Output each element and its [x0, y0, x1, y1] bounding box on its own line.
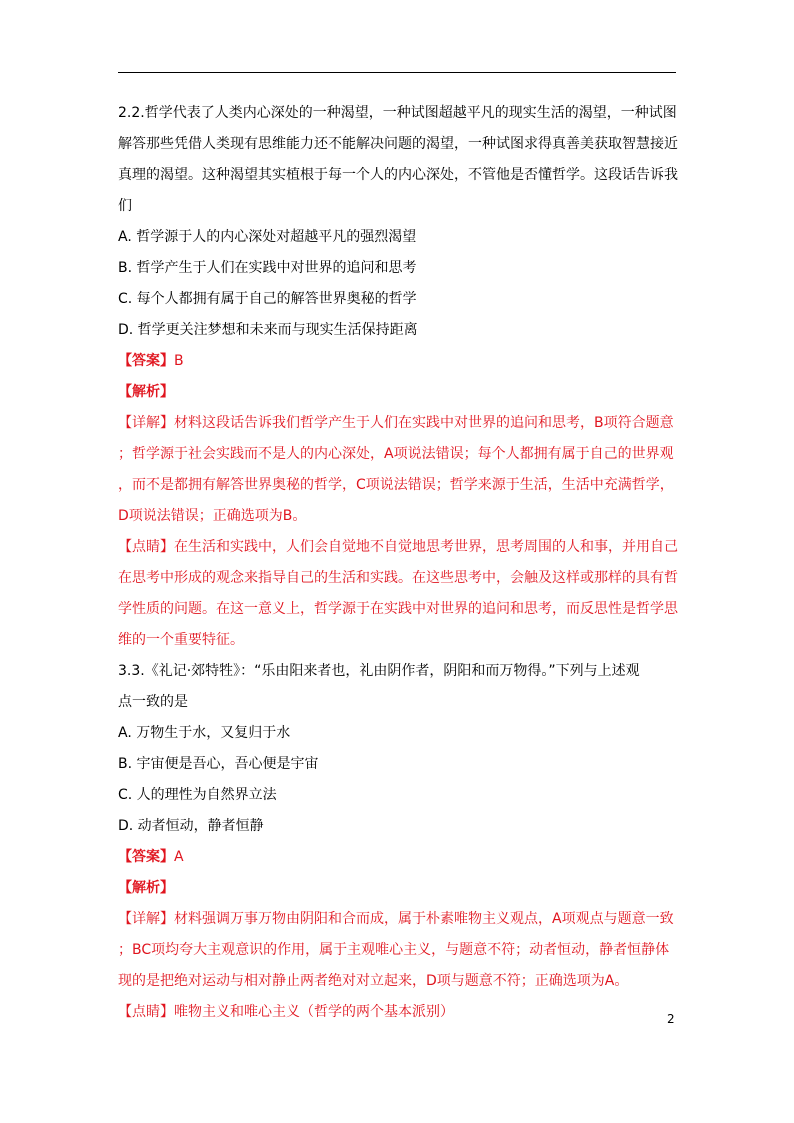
detail-line: ；哲学源于社会实践而不是人的内心深处，A项说法错误；每个人都拥有属于自己的世界观: [118, 446, 674, 462]
page-content: [118, 98, 678, 1028]
option-c: C. 人的理性为自然界立法: [118, 787, 277, 803]
option-c: C. 每个人都拥有属于自己的解答世界奥秘的哲学: [118, 291, 417, 307]
option-d: D. 动者恒动，静者恒静: [118, 818, 264, 834]
question-3: [118, 656, 678, 1028]
question-2: [118, 98, 678, 656]
answer-line: [118, 842, 678, 873]
option-b: B. 宇宙便是吾心，吾心便是宇宙: [118, 756, 319, 772]
comment-line: 学性质的问题。在这一意义上，哲学源于在实践中对世界的追问和思考，而反思性是哲学思: [118, 601, 678, 617]
answer-label: 【答案】: [118, 353, 174, 369]
comment-line: 【点睛】在生活和实践中，人们会自觉地不自觉地思考世界，思考周围的人和事，并用自己: [118, 539, 678, 555]
detail-line: D项说法错误；正确选项为B。: [118, 508, 307, 524]
option-d: D. 哲学更关注梦想和未来而与现实生活保持距离: [118, 322, 418, 338]
header-rule: [118, 72, 676, 73]
analysis-label: 【解析】: [118, 384, 174, 400]
question-stem-line: 2.2.哲学代表了人类内心深处的一种渴望，一种试图超越平凡的现实生活的渴望，一种试图: [118, 105, 677, 121]
detail-line: ，而不是都拥有解答世界奥秘的哲学，C项说法错误；哲学来源于生活，生活中充满哲学，: [118, 477, 674, 493]
page-number: 2: [667, 1012, 675, 1026]
answer-value: B: [174, 353, 184, 369]
detail-line: 【详解】材料强调万事万物由阴阳和合而成，属于朴素唯物主义观点，A项观点与题意一致: [118, 911, 674, 927]
question-stem-line: 真理的渴望。这种渴望其实植根于每一个人的内心深处，不管他是否懂哲学。这段话告诉我: [118, 167, 678, 183]
option-a: A. 哲学源于人的内心深处对超越平凡的强烈渴望: [118, 229, 417, 245]
option-b: B. 哲学产生于人们在实践中对世界的追问和思考: [118, 260, 417, 276]
question-stem-line: 解答那些凭借人类现有思维能力还不能解决问题的渴望，一种试图求得真善美获取智慧接近: [118, 136, 678, 152]
comment-line: 维的一个重要特征。: [118, 632, 244, 648]
detail-line: 【详解】材料这段话告诉我们哲学产生于人们在实践中对世界的追问和思考，B项符合题意: [118, 415, 674, 431]
answer-value: A: [174, 849, 184, 865]
detail-line: ；BC项均夸大主观意识的作用，属于主观唯心主义，与题意不符；动者恒动，静者恒静体: [118, 942, 670, 958]
comment-line: 【点睛】唯物主义和唯心主义（哲学的两个基本派别）: [118, 1004, 454, 1020]
analysis-label: 【解析】: [118, 880, 174, 896]
detail-line: 现的是把绝对运动与相对静止两者绝对对立起来，D项与题意不符；正确选项为A。: [118, 973, 629, 989]
comment-line: 在思考中形成的观念来指导自己的生活和实践。在这些思考中，会触及这样或那样的具有哲: [118, 570, 678, 586]
option-a: A. 万物生于水，又复归于水: [118, 725, 291, 741]
answer-line: [118, 346, 678, 377]
question-stem-line: 点一致的是: [118, 694, 188, 710]
question-stem-line: 们: [118, 198, 132, 214]
question-stem-line: 3.3.《礼记·郊特牲》：“乐由阳来者也，礼由阴作者，阴阳和而万物得。”下列与上述观: [118, 663, 640, 679]
answer-label: 【答案】: [118, 849, 174, 865]
